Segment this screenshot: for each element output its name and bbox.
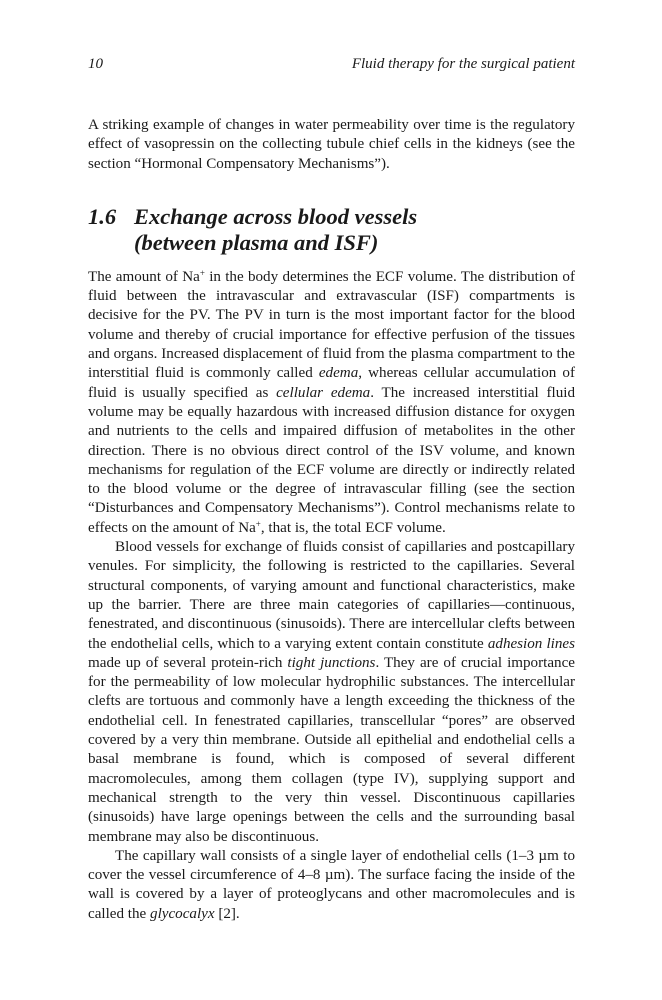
- paragraph-2: [88, 538, 575, 847]
- section-title-line-2: (between plasma and ISF): [134, 229, 379, 255]
- section-number: 1.6: [88, 203, 117, 229]
- term-cellular-edema: cellular edema: [276, 384, 371, 401]
- section-title: [134, 204, 575, 256]
- section-title-line-1: Exchange across blood vessels: [134, 203, 418, 229]
- page-body: [88, 116, 575, 924]
- paragraph-3-text-b: [2].: [214, 905, 240, 922]
- paragraph-3: [88, 847, 575, 924]
- running-head: Fluid therapy for the surgical patient: [351, 56, 575, 72]
- paragraph-2-text-a: Blood vessels for exchange of fluids consist of capillaries and postcapillary venules. For simplicity, the following is restricted to the capillaries. Several structural components, of varying amount and functional characteristics, make up the barrier. There are three main categories of capillaries—continuous, fenestrated, and discontinuous (sinusoids). There are intercellular clefts between the endothelial cells, which to a varying extent contain constitute: [88, 539, 575, 652]
- term-tight-junctions: tight junctions: [287, 654, 376, 671]
- term-edema: edema: [318, 365, 359, 382]
- term-glycocalyx: glycocalyx: [150, 905, 215, 922]
- page-number: 10: [88, 56, 103, 72]
- paragraph-2-text-b: made up of several protein-rich: [88, 654, 288, 671]
- paragraph-1-text-e: , that is, the total ECF volume.: [260, 519, 446, 536]
- paragraph-1-text-d: . The increased interstitial fluid volume may be equally hazardous with increased diffusion distance for oxygen and nutrients to the cells and impaired diffusion of metabolites in the other direction. There is no obvious direct control of the ISV volume, and known mechanisms for regulation of the ECF volume are directly or indirectly related to the blood volume or the degree of intravascular filling (see the section “Disturbances and Compensatory Mechanisms”). Control mechanisms relate to effects on the amount of Na: [88, 384, 575, 536]
- section-heading: [88, 204, 575, 256]
- term-adhesion-lines: adhesion lines: [487, 635, 575, 652]
- paragraph-1-text-b: in the body determines the ECF volume. The distribution of fluid between the intravascular and extravascular (ISF) compartments is decisive for the PV. The PV in turn is the most important factor for the blood volume and thereby of crucial importance for effective perfusion of the tissues and organs. Increased displacement of fluid from the plasma compartment to the interstitial fluid is commonly called: [88, 268, 576, 382]
- paragraph-1: [88, 268, 575, 538]
- paragraph-1-text-c: , whereas cellular accumulation of fluid is usually specified as: [88, 365, 575, 401]
- intro-paragraph: A striking example of changes in water permeability over time is the regulatory effect of vasopressin on the collecting tubule chief cells in the kidneys (see the section “Hormonal Compensatory Mechanisms”).: [88, 117, 575, 172]
- paragraph-1-text-a: The amount of Na: [88, 268, 200, 285]
- paragraph-2-text-c: . They are of crucial importance for the permeability of low molecular hydrophilic substances. The intercellular clefts are tortuous and commonly have a length exceeding the thickness of the endothelial cell. In fenestrated capillaries, transcellular “pores” are observed covered by a very thin membrane. Outside all epithelial and endothelial cells a basal membrane is found, which is composed of several different macromolecules, among them collagen (type IV), supplying support and mechanical strength to the very thin vessel. Discontinuous capillaries (sinusoids) have large openings between the cells and the surrounding basal membrane may also be discontinuous.: [88, 654, 575, 845]
- paragraph-3-text-a: The capillary wall consists of a single layer of endothelial cells (1–3 µm to cover the vessel circumference of 4–8 µm). The surface facing the inside of the wall is covered by a layer of proteoglycans and other macromolecules and is called the: [88, 847, 575, 922]
